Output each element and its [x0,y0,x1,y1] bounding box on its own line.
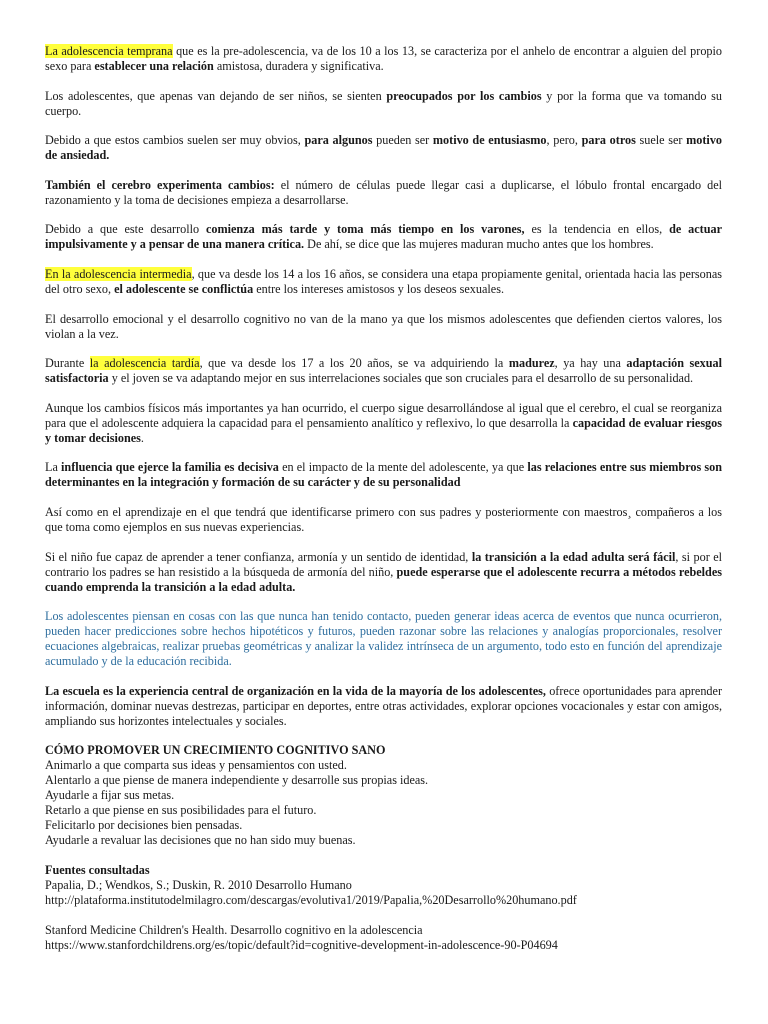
sources-heading: Fuentes consultadas [45,862,150,877]
highlighted-text: En la adolescencia intermedia [45,266,192,281]
body-paragraph [45,550,722,595]
body-paragraph [45,609,722,669]
promote-item: Ayudarle a revaluar las decisiones que no han sido muy buenas. [45,833,356,848]
text-run: , ya hay una [554,356,627,371]
promote-item: Felicitarlo por decisiones bien pensadas. [45,818,243,833]
body-paragraphs [45,44,722,729]
bold-text: establecer una relación [94,59,214,73]
body-paragraph [45,356,722,386]
text-run: , si por el contrario los padres se han resistido a la búsqueda de armonía del niño, [45,549,723,579]
body-paragraph [45,222,722,252]
promote-item: Animarlo a que comparta sus ideas y pensamientos con usted. [45,758,347,773]
bold-text: de actuar impulsivamente y a pensar de una manera crítica. [45,222,722,252]
body-paragraph [45,133,722,163]
highlighted-text: La adolescencia temprana [45,44,173,58]
bold-text: las relaciones entre sus miembros son determinantes en la integración y formación de su carácter y de su personalidad [45,460,723,490]
text-run: Los adolescentes piensan en cosas con las que nunca han tenido contacto, pueden generar ideas acerca de eventos que nunca ocurrieron, pueden hacer predicciones sobre hechos hipotéticos y futuros, pueden razonar sobre las relaciones y analogías proporcionales, resolver ecuaciones algebraicas, realizar pruebas geométricas y analizar la validez intrínseca de un argumento, todo esto en función del aprendizaje acumulado y de la educación recibida. [45,609,722,669]
body-paragraph [45,401,722,446]
text-run: , que va desde los 14 a los 16 años, se considera una etapa propiamente genital, orientada hacia las personas del otro sexo, [45,266,722,296]
text-run: Durante [45,356,90,371]
text-run: en el impacto de la mente del adolescente, ya que [278,460,528,475]
text-run: La [45,460,62,475]
bold-text: capacidad de evaluar riesgos y tomar decisiones [45,415,722,445]
text-run: Si el niño fue capaz de aprender a tener confianza, armonía y un sentido de identidad, [45,549,472,564]
bold-text: el adolescente se conflictúa [114,281,254,296]
text-run: y el joven se va adaptando mejor en sus interrelaciones sociales que son cruciales para el desarrollo de su personalidad. [108,371,694,386]
source-reference: Papalia, D.; Wendkos, S.; Duskin, R. 2010 Desarrollo Humano [45,877,352,892]
sources-section [45,863,722,908]
text-run: el número de células puede llegar casi a duplicarse, el lóbulo frontal encargado del razonamiento y la toma de decisiones empieza a desarrollarse. [45,177,722,207]
text-run: es la tendencia en ellos, [524,222,670,237]
text-run: Debido a que este desarrollo [45,222,206,237]
document-page [45,44,722,967]
text-run: suele ser [635,133,687,148]
promote-item: Retarlo a que piense en sus posibilidades para el futuro. [45,803,317,818]
source-url[interactable]: https://www.stanfordchildrens.org/es/topic/default?id=cognitive-development-in-adolescence-90-P04694 [45,937,558,952]
body-paragraph [45,684,722,729]
bold-text: la transición a la edad adulta será fácil [471,549,676,564]
bold-text: para algunos [304,133,373,148]
sources-section-2 [45,923,722,953]
text-run: Los adolescentes, que apenas van dejando de ser niños, se sienten [45,88,387,103]
bold-text: motivo de ansiedad. [45,133,723,163]
text-run: , que va desde los 17 a los 20 años, se va adquiriendo la [199,356,509,371]
bold-text: También el cerebro experimenta cambios: [45,177,275,192]
text-run: Aunque los cambios físicos más importantes ya han ocurrido, el cuerpo sigue desarrollándose al igual que el cerebro, el cual se reorganiza para que el adolescente adquiera la capacidad para el pensamiento analítico y reflexivo, lo que desarrolla la [45,400,722,430]
body-paragraph [45,267,722,297]
body-paragraph [45,178,722,208]
body-paragraph [45,505,722,535]
body-paragraph [45,89,722,119]
text-run: Debido a que estos cambios suelen ser muy obvios, [45,133,305,148]
text-run: De ahí, se dice que las mujeres maduran mucho antes que los hombres. [304,237,654,252]
source-reference: Stanford Medicine Children's Health. Desarrollo cognitivo en la adolescencia [45,922,423,937]
text-run: El desarrollo emocional y el desarrollo cognitivo no van de la mano ya que los mismos adolescentes que defienden ciertos valores, los violan a la vez. [45,311,722,341]
bold-text: influencia que ejerce la familia es decisiva [61,460,279,475]
bold-text: adaptación sexual satisfactoria [45,356,722,386]
bold-text: madurez [508,356,555,371]
bold-text: motivo de entusiasmo [432,133,547,148]
bold-text: puede esperarse que el adolescente recurra a métodos rebeldes cuando emprenda la transición a la edad adulta. [45,564,722,594]
bold-text: preocupados por los cambios [386,88,542,103]
body-paragraph [45,312,722,342]
promote-item: Alentarlo a que piense de manera independiente y desarrolle sus propias ideas. [45,773,429,788]
text-run: entre los intereses amistosos y los deseos sexuales. [253,281,504,296]
text-run: que es la pre-adolescencia, va de los 10 a los 13, se caracteriza por el anhelo de encontrar a alguien del propio sexo para [45,44,722,73]
body-paragraph [45,460,722,490]
source-url[interactable]: http://plataforma.institutodelmilagro.com/descargas/evolutiva1/2019/Papalia,%20Desarrollo%20humano.pdf [45,892,577,907]
text-run: . [140,430,144,445]
text-run: , pero, [546,133,582,148]
bold-text: para otros [581,133,636,148]
text-run: ofrece oportunidades para aprender información, dominar nuevas destrezas, participar en deportes, entre otras actividades, explorar opciones vocacionales y estar con amigos, ampliando sus horizontes intelectuales y sociales. [45,683,722,728]
promote-item: Ayudarle a fijar sus metas. [45,788,175,803]
text-run: Así como en el aprendizaje en el que tendrá que identificarse primero con sus padres y posteriormente con maestros¸ compañeros a los que toma como ejemplos en sus nuevas experiencias. [45,504,722,534]
highlighted-text: la adolescencia tardía [89,356,200,371]
promote-section [45,743,722,848]
bold-text: comienza más tarde y toma más tiempo en los varones, [205,222,525,237]
bold-text: La escuela es la experiencia central de organización en la vida de la mayoría de los adolescentes, [45,683,546,698]
text-run: y por la forma que va tomando su cuerpo. [45,88,722,118]
promote-heading: CÓMO PROMOVER UN CRECIMIENTO COGNITIVO SANO [45,743,386,758]
text-run: amistosa, duradera y significativa. [213,59,384,73]
body-paragraph [45,44,722,74]
text-run: pueden ser [372,133,433,148]
